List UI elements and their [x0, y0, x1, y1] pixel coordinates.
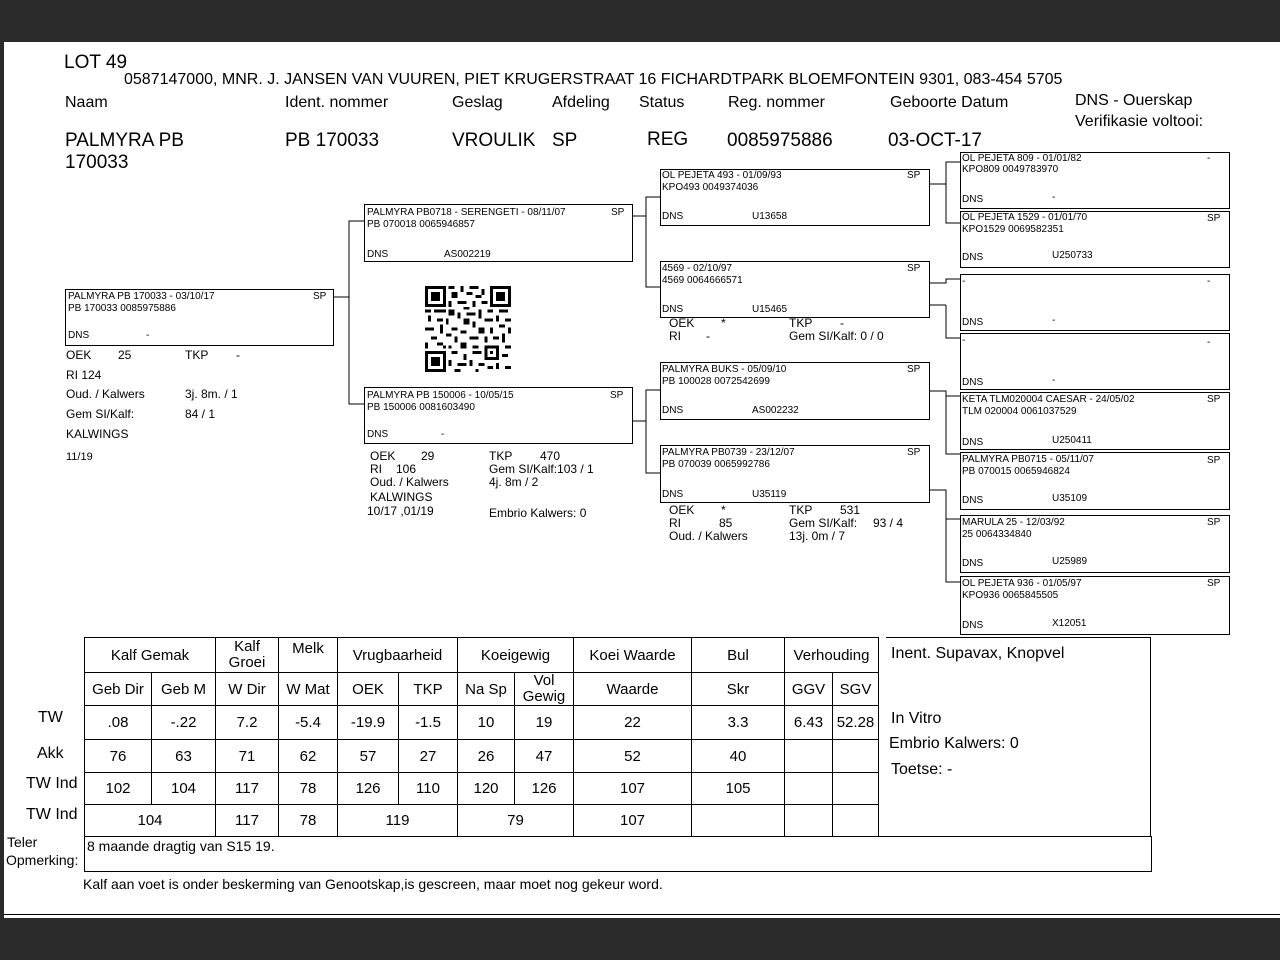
sub-geb-dir: Geb Dir: [85, 673, 152, 706]
self-tkp-label: TKP: [185, 348, 209, 362]
ggp8-dns-value: X12051: [1052, 618, 1087, 629]
sub-oek: OEK: [338, 673, 399, 706]
sub-gewig: Gewig: [522, 688, 566, 705]
header-naam: Naam: [65, 94, 108, 111]
dam-gem: Gem SI/Kalf:103 / 1: [489, 462, 594, 476]
akk-vol-gewig: 47: [515, 740, 574, 773]
ggp4-dns-value: -: [1052, 375, 1056, 386]
ggp2-line2: KPO1529 0069582351: [962, 224, 1064, 235]
tw-sgv: 52.28: [833, 706, 879, 740]
gp1-sp: SP: [907, 170, 921, 181]
gp4-oek: *: [721, 503, 726, 517]
remark-text: 8 maande dragtig van S15 19.: [87, 838, 275, 854]
tw-skr: 3.3: [692, 706, 785, 740]
self-title: PALMYRA PB 170033 - 03/10/17: [68, 291, 215, 302]
row-label-twind: TW Ind: [26, 775, 78, 792]
animal-geslag: VROULIK: [452, 130, 536, 151]
group-kalf-gemak: Kalf Gemak: [85, 638, 216, 673]
self-dns: DNS: [68, 330, 90, 341]
header-geboorte: Geboorte Datum: [890, 94, 1009, 111]
gp2-oek-label: OEK: [669, 316, 695, 330]
dam-dns: DNS: [367, 429, 389, 440]
twind2-ggv: [785, 805, 833, 837]
sub-sgv: SGV: [833, 673, 879, 706]
gp2-title: 4569 - 02/10/97: [662, 263, 733, 274]
ggp6-title: PALMYRA PB0715 - 05/11/07: [962, 454, 1094, 465]
gp3-line2: PB 100028 0072542699: [662, 376, 770, 387]
group-koeigewig: Koeigewig: [458, 638, 574, 673]
sub-ggv: GGV: [785, 673, 833, 706]
sire-title: PALMYRA PB0718 - SERENGETI - 08/11/07: [367, 207, 566, 218]
twind-geb-m: 104: [152, 773, 216, 805]
ggp5-line2: TLM 020004 0061037529: [962, 406, 1077, 417]
header-afdeling: Afdeling: [552, 94, 610, 111]
gp4-oek-label: OEK: [669, 503, 695, 517]
twind-waarde: 107: [574, 773, 692, 805]
twind-w-mat: 78: [279, 773, 338, 805]
gp4-gem-label: Gem SI/Kalf:: [789, 516, 858, 530]
sub-skr: Skr: [692, 673, 785, 706]
grandparent-box-1: [660, 169, 930, 226]
group-verhouding: Verhouding: [785, 638, 879, 673]
ggp2-sp: SP: [1207, 213, 1221, 224]
gp2-ri-label: RI: [669, 329, 681, 343]
ggp1-dns: DNS: [962, 194, 984, 205]
tw-geb-m: -.22: [152, 706, 216, 740]
great-grandparent-box-1: [960, 152, 1230, 209]
akk-na-sp: 26: [458, 740, 515, 773]
twind-geb-dir: 102: [85, 773, 152, 805]
gp4-line2: PB 070039 0065992786: [662, 459, 770, 470]
self-kalwings: KALWINGS: [66, 427, 129, 441]
tw-waarde: 22: [574, 706, 692, 740]
ggp5-title: KETA TLM020004 CAESAR - 24/05/02: [962, 394, 1135, 405]
self-kalwings-value: 11/19: [66, 451, 93, 463]
grandparent-box-3: [660, 362, 930, 420]
twind2-melk: 78: [279, 805, 338, 837]
header-reg: Reg. nommer: [728, 94, 825, 111]
self-dns-value: -: [146, 330, 150, 341]
header-geslag: Geslag: [452, 94, 503, 111]
dam-oud-label: Oud. / Kalwers: [370, 475, 449, 489]
animal-geboorte: 03-OCT-17: [888, 130, 982, 151]
ebv-table: [84, 637, 879, 837]
ggp5-dns-value: U250411: [1052, 435, 1092, 446]
dam-oek: 29: [421, 449, 435, 463]
ggp1-sp: -: [1207, 153, 1211, 164]
twind-ggv: [785, 773, 833, 805]
sire-pedigree-box: [364, 204, 633, 262]
row-label-akk: Akk: [37, 745, 64, 762]
twind-oek: 126: [338, 773, 399, 805]
ggp2-title: OL PEJETA 1529 - 01/01/70: [962, 212, 1088, 223]
teler-label: Teler: [7, 834, 38, 850]
dam-embrio: Embrio Kalwers: 0: [489, 506, 587, 520]
gp4-tkp: 531: [840, 503, 861, 517]
ggp6-sp: SP: [1207, 455, 1221, 466]
akk-w-mat: 62: [279, 740, 338, 773]
akk-w-dir: 71: [216, 740, 279, 773]
dam-title: PALMYRA PB 150006 - 10/05/15: [367, 390, 514, 401]
gp4-oud-label: Oud. / Kalwers: [669, 529, 748, 543]
twind2-kalf-groei: 117: [216, 805, 279, 837]
twind-tkp: 110: [399, 773, 458, 805]
owner-line: 0587147000, MNR. J. JANSEN VAN VUUREN, PIET KRUGERSTRAAT 16 FICHARDTPARK BLOEMFONTEIN 9301, 083-454 5705: [124, 71, 1063, 88]
grandparent-box-2: [660, 261, 930, 318]
dam-tkp: 470: [540, 449, 561, 463]
group-koei-waarde: Koei Waarde: [574, 638, 692, 673]
self-oek: 25: [118, 348, 132, 362]
ggp3-dns-value: -: [1052, 315, 1056, 326]
header-status: Status: [639, 94, 685, 111]
gp2-oek: *: [721, 316, 726, 330]
great-grandparent-box-5: [960, 392, 1230, 450]
gp4-dns-value: U35119: [752, 489, 787, 500]
note-inent: Inent. Supavax, Knopvel: [891, 645, 1065, 662]
tw-vol-gewig: 19: [515, 706, 574, 740]
gp4-ri-label: RI: [669, 516, 681, 530]
opmerking-label: Opmerking:: [6, 852, 79, 868]
sub-vol-gewig: [515, 673, 574, 706]
dam-ri: 106: [396, 462, 417, 476]
gp1-dns-value: U13658: [752, 211, 788, 222]
akk-geb-m: 63: [152, 740, 216, 773]
remark-box: [84, 836, 1152, 872]
self-gem-label: Gem SI/Kalf:: [66, 407, 135, 421]
dam-tkp-label: TKP: [489, 449, 513, 463]
self-oek-label: OEK: [66, 348, 92, 362]
group-bul: Bul: [692, 638, 785, 673]
ggp2-dns-value: U250733: [1052, 250, 1093, 261]
ggp5-sp: SP: [1207, 394, 1221, 405]
animal-pedigree-box: [65, 289, 334, 346]
sub-vol: Vol: [533, 672, 555, 689]
gp3-sp: SP: [907, 364, 921, 375]
note-embrio: Embrio Kalwers: 0: [889, 735, 1019, 752]
ggp7-title: MARULA 25 - 12/03/92: [962, 517, 1065, 528]
group-vrugbaarheid: Vrugbaarheid: [338, 638, 458, 673]
twind2-kalf-gemak: 104: [85, 805, 216, 837]
sub-na-sp: Na Sp: [458, 673, 515, 706]
self-ri: RI 124: [66, 368, 102, 382]
sub-geb-m: Geb M: [152, 673, 216, 706]
twind2-vrugbaarheid: 119: [338, 805, 458, 837]
gp3-dns: DNS: [662, 405, 684, 416]
lot-number: LOT 49: [64, 52, 128, 73]
group-melk: Melk: [279, 638, 338, 673]
ggp8-sp: SP: [1207, 578, 1221, 589]
ggp3-sp: -: [1207, 276, 1211, 287]
gp2-dns-value: U15465: [752, 304, 788, 315]
great-grandparent-box-4: [960, 333, 1230, 390]
akk-ggv: [785, 740, 833, 773]
animal-name: PALMYRA PB: [65, 130, 184, 151]
ggp6-line2: PB 070015 0065946824: [962, 466, 1070, 477]
great-grandparent-box-7: [960, 515, 1230, 573]
sub-waarde: Waarde: [574, 673, 692, 706]
catalog-sheet: [4, 42, 1280, 918]
gp4-gem: 93 / 4: [873, 516, 904, 530]
self-sp: SP: [313, 291, 327, 302]
ggp7-dns-value: U25989: [1052, 556, 1088, 567]
tw-ggv: 6.43: [785, 706, 833, 740]
row-label-tw: TW: [38, 709, 63, 726]
twind2-koei-waarde: 107: [574, 805, 692, 837]
ggp1-line2: KPO809 0049783970: [962, 164, 1059, 175]
group-kalf-groei: [216, 638, 279, 673]
sub-w-dir: W Dir: [216, 673, 279, 706]
ggp4-sp: -: [1207, 337, 1211, 348]
gp4-tkp-label: TKP: [789, 503, 813, 517]
twind-w-dir: 117: [216, 773, 279, 805]
twind2-sgv: [833, 805, 879, 837]
ggp7-dns: DNS: [962, 558, 984, 569]
top-dark-band: [0, 0, 1280, 42]
tw-tkp: -1.5: [399, 706, 458, 740]
bottom-dark-band: [0, 918, 1280, 960]
twind-skr: 105: [692, 773, 785, 805]
gp2-tkp-label: TKP: [789, 316, 813, 330]
dam-dns-value: -: [441, 429, 445, 440]
grandparent-box-4: [660, 445, 930, 503]
twind-vol-gewig: 126: [515, 773, 574, 805]
ggp4-title: -: [962, 335, 966, 346]
sub-w-mat: W Mat: [279, 673, 338, 706]
gp3-title: PALMYRA BUKS - 05/09/10: [662, 364, 787, 375]
ggp7-sp: SP: [1207, 517, 1221, 528]
gp4-title: PALMYRA PB0739 - 23/12/07: [662, 447, 795, 458]
group-kalf-groei-line1: Kalf: [234, 638, 260, 655]
tw-w-dir: 7.2: [216, 706, 279, 740]
gp2-gem: Gem SI/Kalf: 0 / 0: [789, 329, 884, 343]
ggp7-line2: 25 0064334840: [962, 529, 1032, 540]
gp4-dns: DNS: [662, 489, 684, 500]
ggp3-dns: DNS: [962, 317, 984, 328]
dam-pedigree-box: [364, 387, 633, 444]
group-kalf-groei-line2: Groei: [228, 654, 266, 671]
animal-status: REG: [647, 129, 689, 150]
animal-name-number: 170033: [65, 152, 129, 173]
akk-tkp: 27: [399, 740, 458, 773]
great-grandparent-box-3: [960, 274, 1230, 331]
gp2-ri: -: [706, 329, 710, 343]
gp4-oud: 13j. 0m / 7: [789, 529, 846, 543]
tw-geb-dir: .08: [85, 706, 152, 740]
sire-sp: SP: [611, 207, 625, 218]
animal-afdeling: SP: [552, 130, 578, 151]
great-grandparent-box-6: [960, 452, 1230, 510]
qr-code-image: [425, 286, 511, 372]
ggp8-dns: DNS: [962, 620, 984, 631]
row-label-twind-2: TW Ind: [26, 806, 78, 823]
gp4-ri: 85: [719, 516, 733, 530]
self-gem: 84 / 1: [185, 407, 216, 421]
twind-sgv: [833, 773, 879, 805]
note-in-vitro: In Vitro: [891, 710, 942, 727]
gp2-line2: 4569 0064666571: [662, 275, 743, 286]
header-dns-ouerskap: DNS - Ouerskap: [1075, 92, 1193, 109]
gp3-dns-value: AS002232: [752, 405, 799, 416]
akk-waarde: 52: [574, 740, 692, 773]
sire-dns: DNS: [367, 249, 389, 260]
sub-tkp: TKP: [399, 673, 458, 706]
gp1-title: OL PEJETA 493 - 01/09/93: [662, 170, 782, 181]
tw-oek: -19.9: [338, 706, 399, 740]
twind2-koeigewig: 79: [458, 805, 574, 837]
gp1-line2: KPO493 0049374036: [662, 182, 759, 193]
gp2-dns: DNS: [662, 304, 684, 315]
dam-sp: SP: [610, 390, 624, 401]
twind-na-sp: 120: [458, 773, 515, 805]
ggp5-dns: DNS: [962, 437, 984, 448]
self-oud-label: Oud. / Kalwers: [66, 387, 145, 401]
header-ident: Ident. nommer: [285, 94, 389, 111]
ggp1-title: OL PEJETA 809 - 01/01/82: [962, 153, 1082, 164]
sheet-bottom-line: [4, 914, 1280, 915]
ggp1-dns-value: -: [1052, 192, 1056, 203]
side-notes-box: [886, 637, 1151, 837]
great-grandparent-box-2: [960, 211, 1230, 268]
dam-kalwings-value: 10/17 ,01/19: [367, 504, 434, 518]
self-line2: PB 170033 0085975886: [68, 303, 176, 314]
ggp2-dns: DNS: [962, 252, 984, 263]
twind2-bul: [692, 805, 785, 837]
header-dns-verifikasie: Verifikasie voltooi:: [1075, 113, 1204, 130]
akk-oek: 57: [338, 740, 399, 773]
self-oud: 3j. 8m. / 1: [185, 387, 238, 401]
akk-skr: 40: [692, 740, 785, 773]
gp4-sp: SP: [907, 447, 921, 458]
sire-dns-value: AS002219: [444, 249, 491, 260]
dam-oek-label: OEK: [370, 449, 396, 463]
akk-geb-dir: 76: [85, 740, 152, 773]
note-toetse: Toetse: -: [891, 761, 953, 778]
dam-ri-label: RI: [370, 462, 382, 476]
animal-ident: PB 170033: [285, 130, 380, 151]
ggp6-dns-value: U35109: [1052, 493, 1088, 504]
ggp8-line2: KPO936 0065845505: [962, 590, 1059, 601]
gp2-tkp: -: [840, 316, 844, 330]
great-grandparent-box-8: [960, 576, 1230, 635]
sire-line2: PB 070018 0065946857: [367, 219, 475, 230]
dam-line2: PB 150006 0081603490: [367, 402, 475, 413]
gp1-dns: DNS: [662, 211, 684, 222]
self-tkp: -: [236, 348, 240, 362]
tw-w-mat: -5.4: [279, 706, 338, 740]
dam-oud: 4j. 8m / 2: [489, 475, 539, 489]
ggp8-title: OL PEJETA 936 - 01/05/97: [962, 578, 1082, 589]
ggp4-dns: DNS: [962, 377, 984, 388]
akk-sgv: [833, 740, 879, 773]
dam-kalwings: KALWINGS: [370, 490, 433, 504]
ggp6-dns: DNS: [962, 495, 984, 506]
gp2-sp: SP: [907, 263, 921, 274]
footer-note: Kalf aan voet is onder beskerming van Genootskap,is gescreen, maar moet nog gekeur word.: [83, 876, 663, 892]
tw-na-sp: 10: [458, 706, 515, 740]
animal-reg: 0085975886: [727, 130, 833, 151]
ggp3-title: -: [962, 276, 966, 287]
